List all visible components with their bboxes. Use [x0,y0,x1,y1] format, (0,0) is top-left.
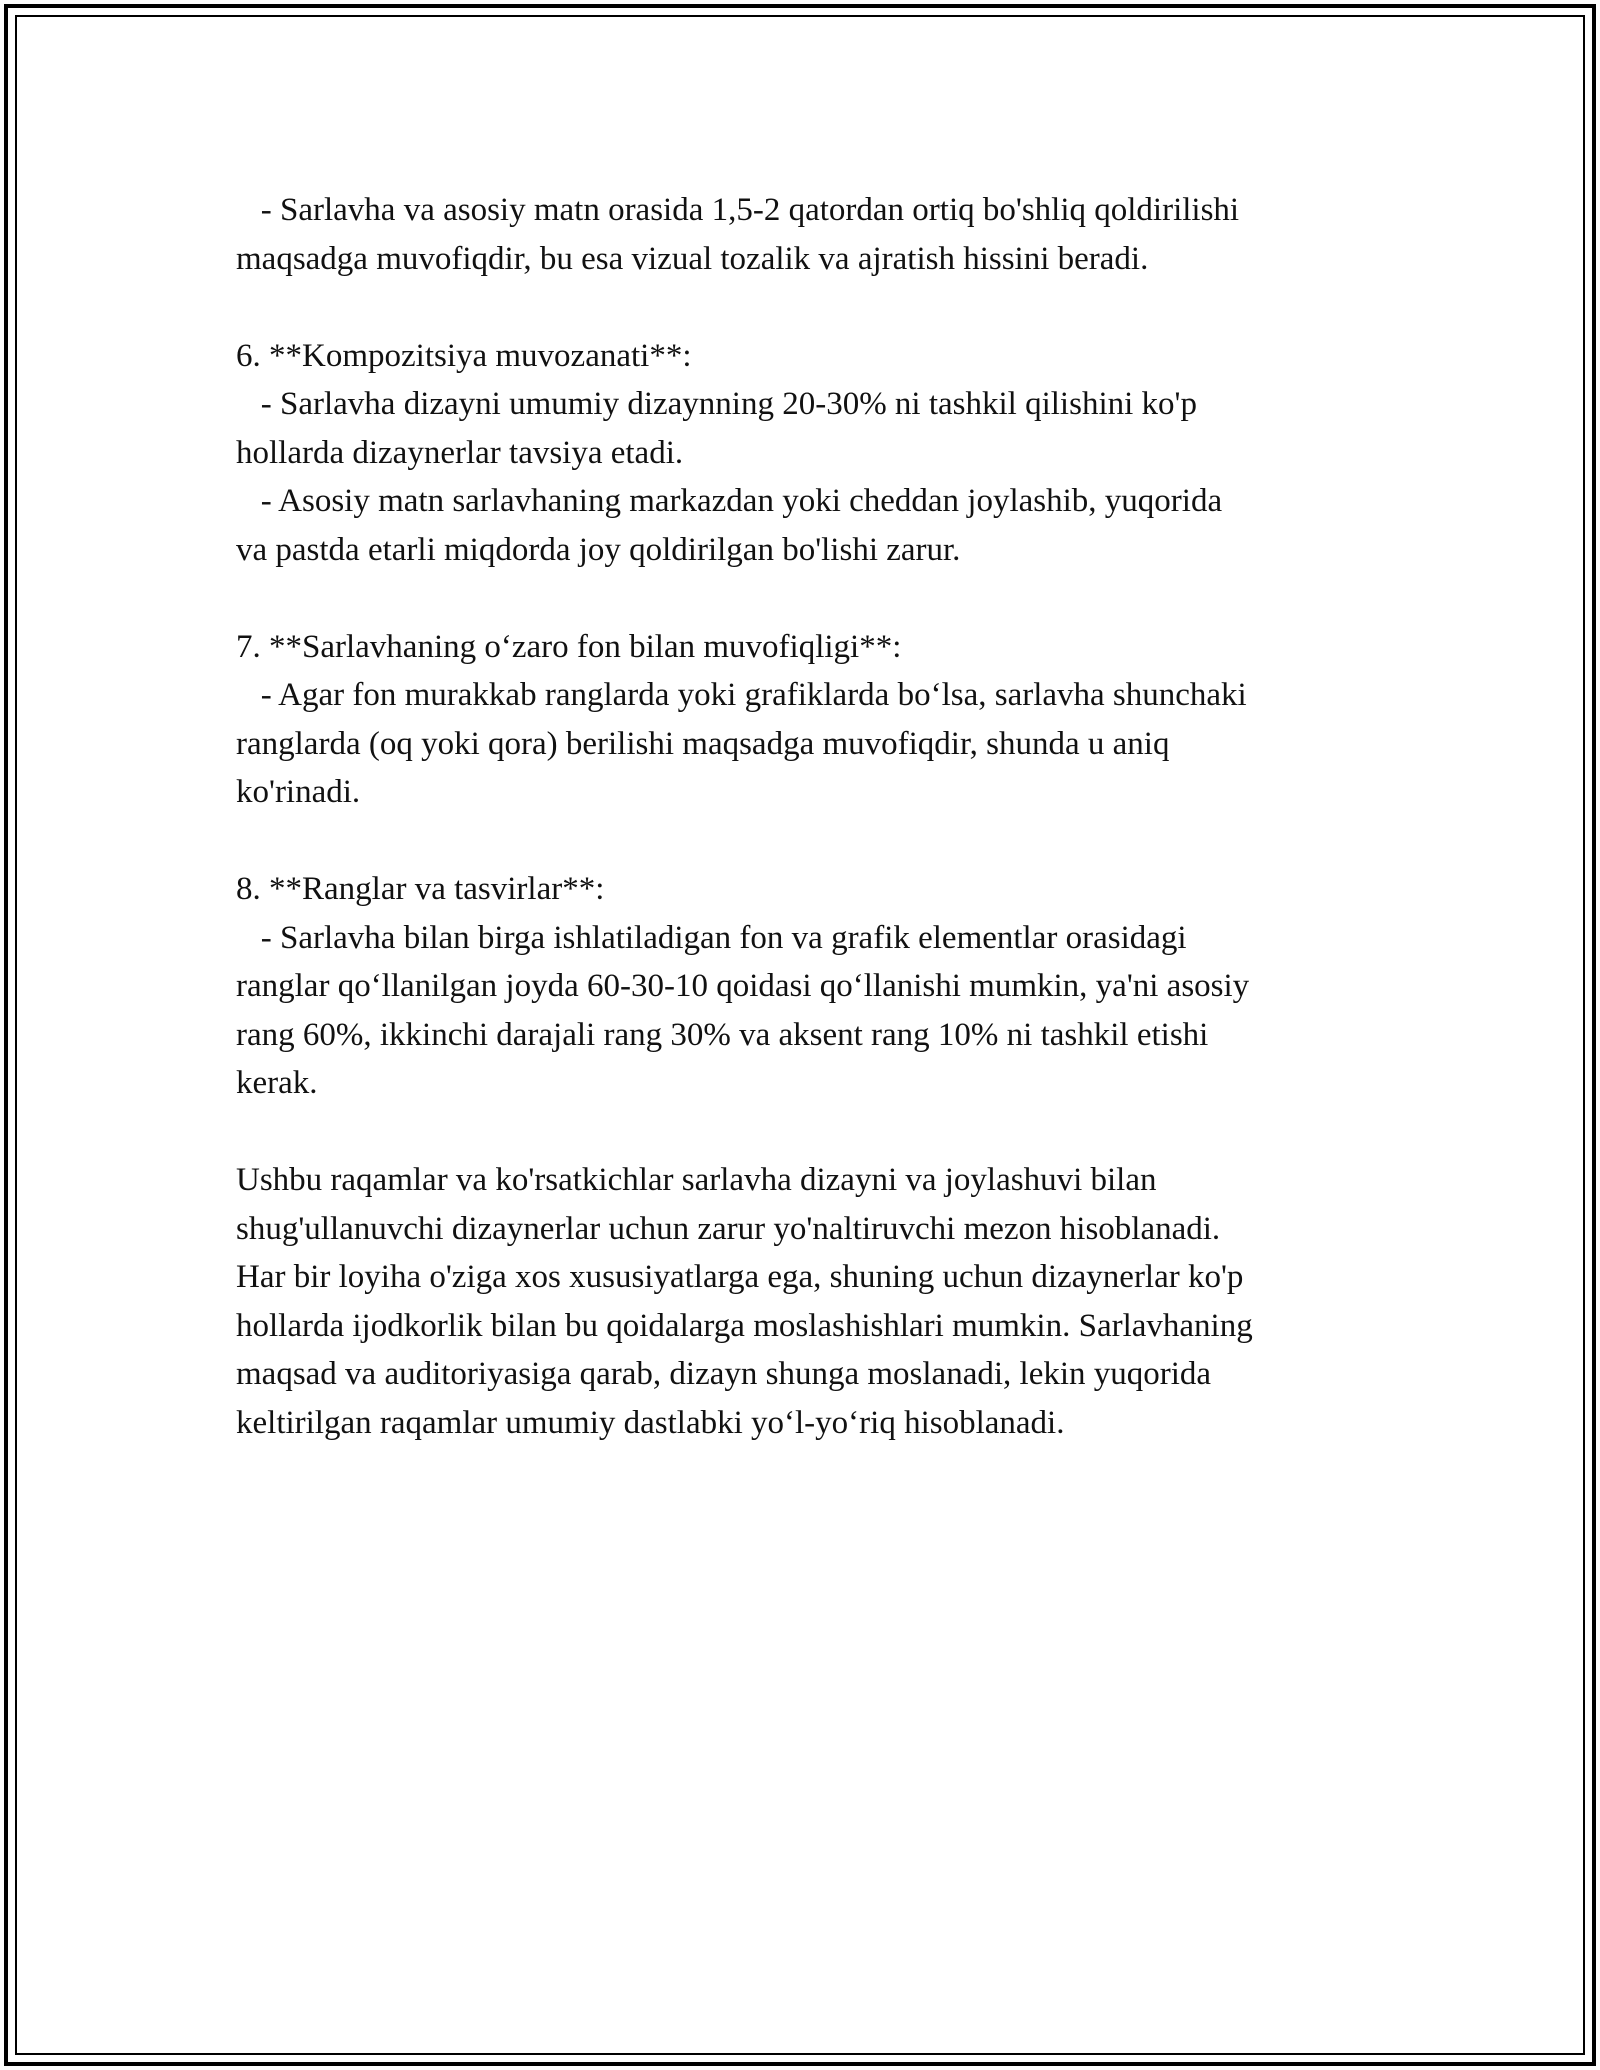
text-line: hollarda dizaynerlar tavsiya etadi. [236,434,684,471]
conclusion-line: maqsad va auditoriyasiga qarab, dizayn shunga moslanadi, lekin yuqorida [236,1356,1212,1392]
text-line: rang 60%, ikkinchi darajali rang 30% va aksent rang 10% ni tashkil etishi [236,1016,1209,1053]
text-line: va pastda etarli miqdorda joy qoldirilgan bo'lishi zarur. [236,531,961,568]
conclusion-line: hollarda ijodkorlik bilan bu qoidalarga moslashishlari mumkin. Sarlavhaning [236,1307,1253,1344]
text-line: - Agar fon murakkab ranglarda yoki grafiklarda bo‘lsa, sarlavha shunchaki [236,677,1247,713]
text-line: - Sarlavha va asosiy matn orasida 1,5-2 qatordan ortiq bo'shliq qoldirilishi [236,192,1240,228]
conclusion-line: shug'ullanuvchi dizaynerlar uchun zarur yo'naltiruvchi mezon hisoblanadi. [236,1210,1221,1247]
text-line: ko'rinadi. [236,774,361,810]
paragraph-gap [236,283,1386,332]
section-heading-7: 7. **Sarlavhaning o‘zaro fon bilan muvofiqligi**: [236,628,902,665]
text-line: - Sarlavha dizayni umumiy dizaynning 20-30% ni tashkil qilishini ko'p [236,386,1197,422]
section-heading-6: 6. **Kompozitsiya muvozanati**: [236,337,692,374]
conclusion-line: Har bir loyiha o'ziga xos xususiyatlarga ega, shuning uchun dizaynerlar ko'p [236,1259,1244,1295]
text-line: - Asosiy matn sarlavhaning markazdan yoki cheddan joylashib, yuqorida [236,483,1223,519]
text-line: ranglar qo‘llanilgan joyda 60-30-10 qoidasi qo‘llanishi mumkin, ya'ni asosiy [236,968,1250,1004]
text-line: kerak. [236,1065,318,1101]
conclusion-line: keltirilgan raqamlar umumiy dastlabki yo‘l-yo‘riq hisoblanadi. [236,1404,1065,1441]
text-line: - Sarlavha bilan birga ishlatiladigan fon va grafik elementlar orasidagi [236,919,1187,956]
section-heading-8: 8. **Ranglar va tasvirlar**: [236,871,605,907]
paragraph-gap [236,817,1386,866]
paragraph-gap [236,1108,1386,1157]
conclusion-line: Ushbu raqamlar va ko'rsatkichlar sarlavha dizayni va joylashuvi bilan [236,1162,1157,1198]
document-body [236,186,1386,1447]
paragraph-gap [236,574,1386,623]
text-line: ranglarda (oq yoki qora) berilishi maqsadga muvofiqdir, shunda u aniq [236,725,1170,762]
text-line: maqsadga muvofiqdir, bu esa vizual tozalik va ajratish hissini beradi. [236,240,1149,277]
